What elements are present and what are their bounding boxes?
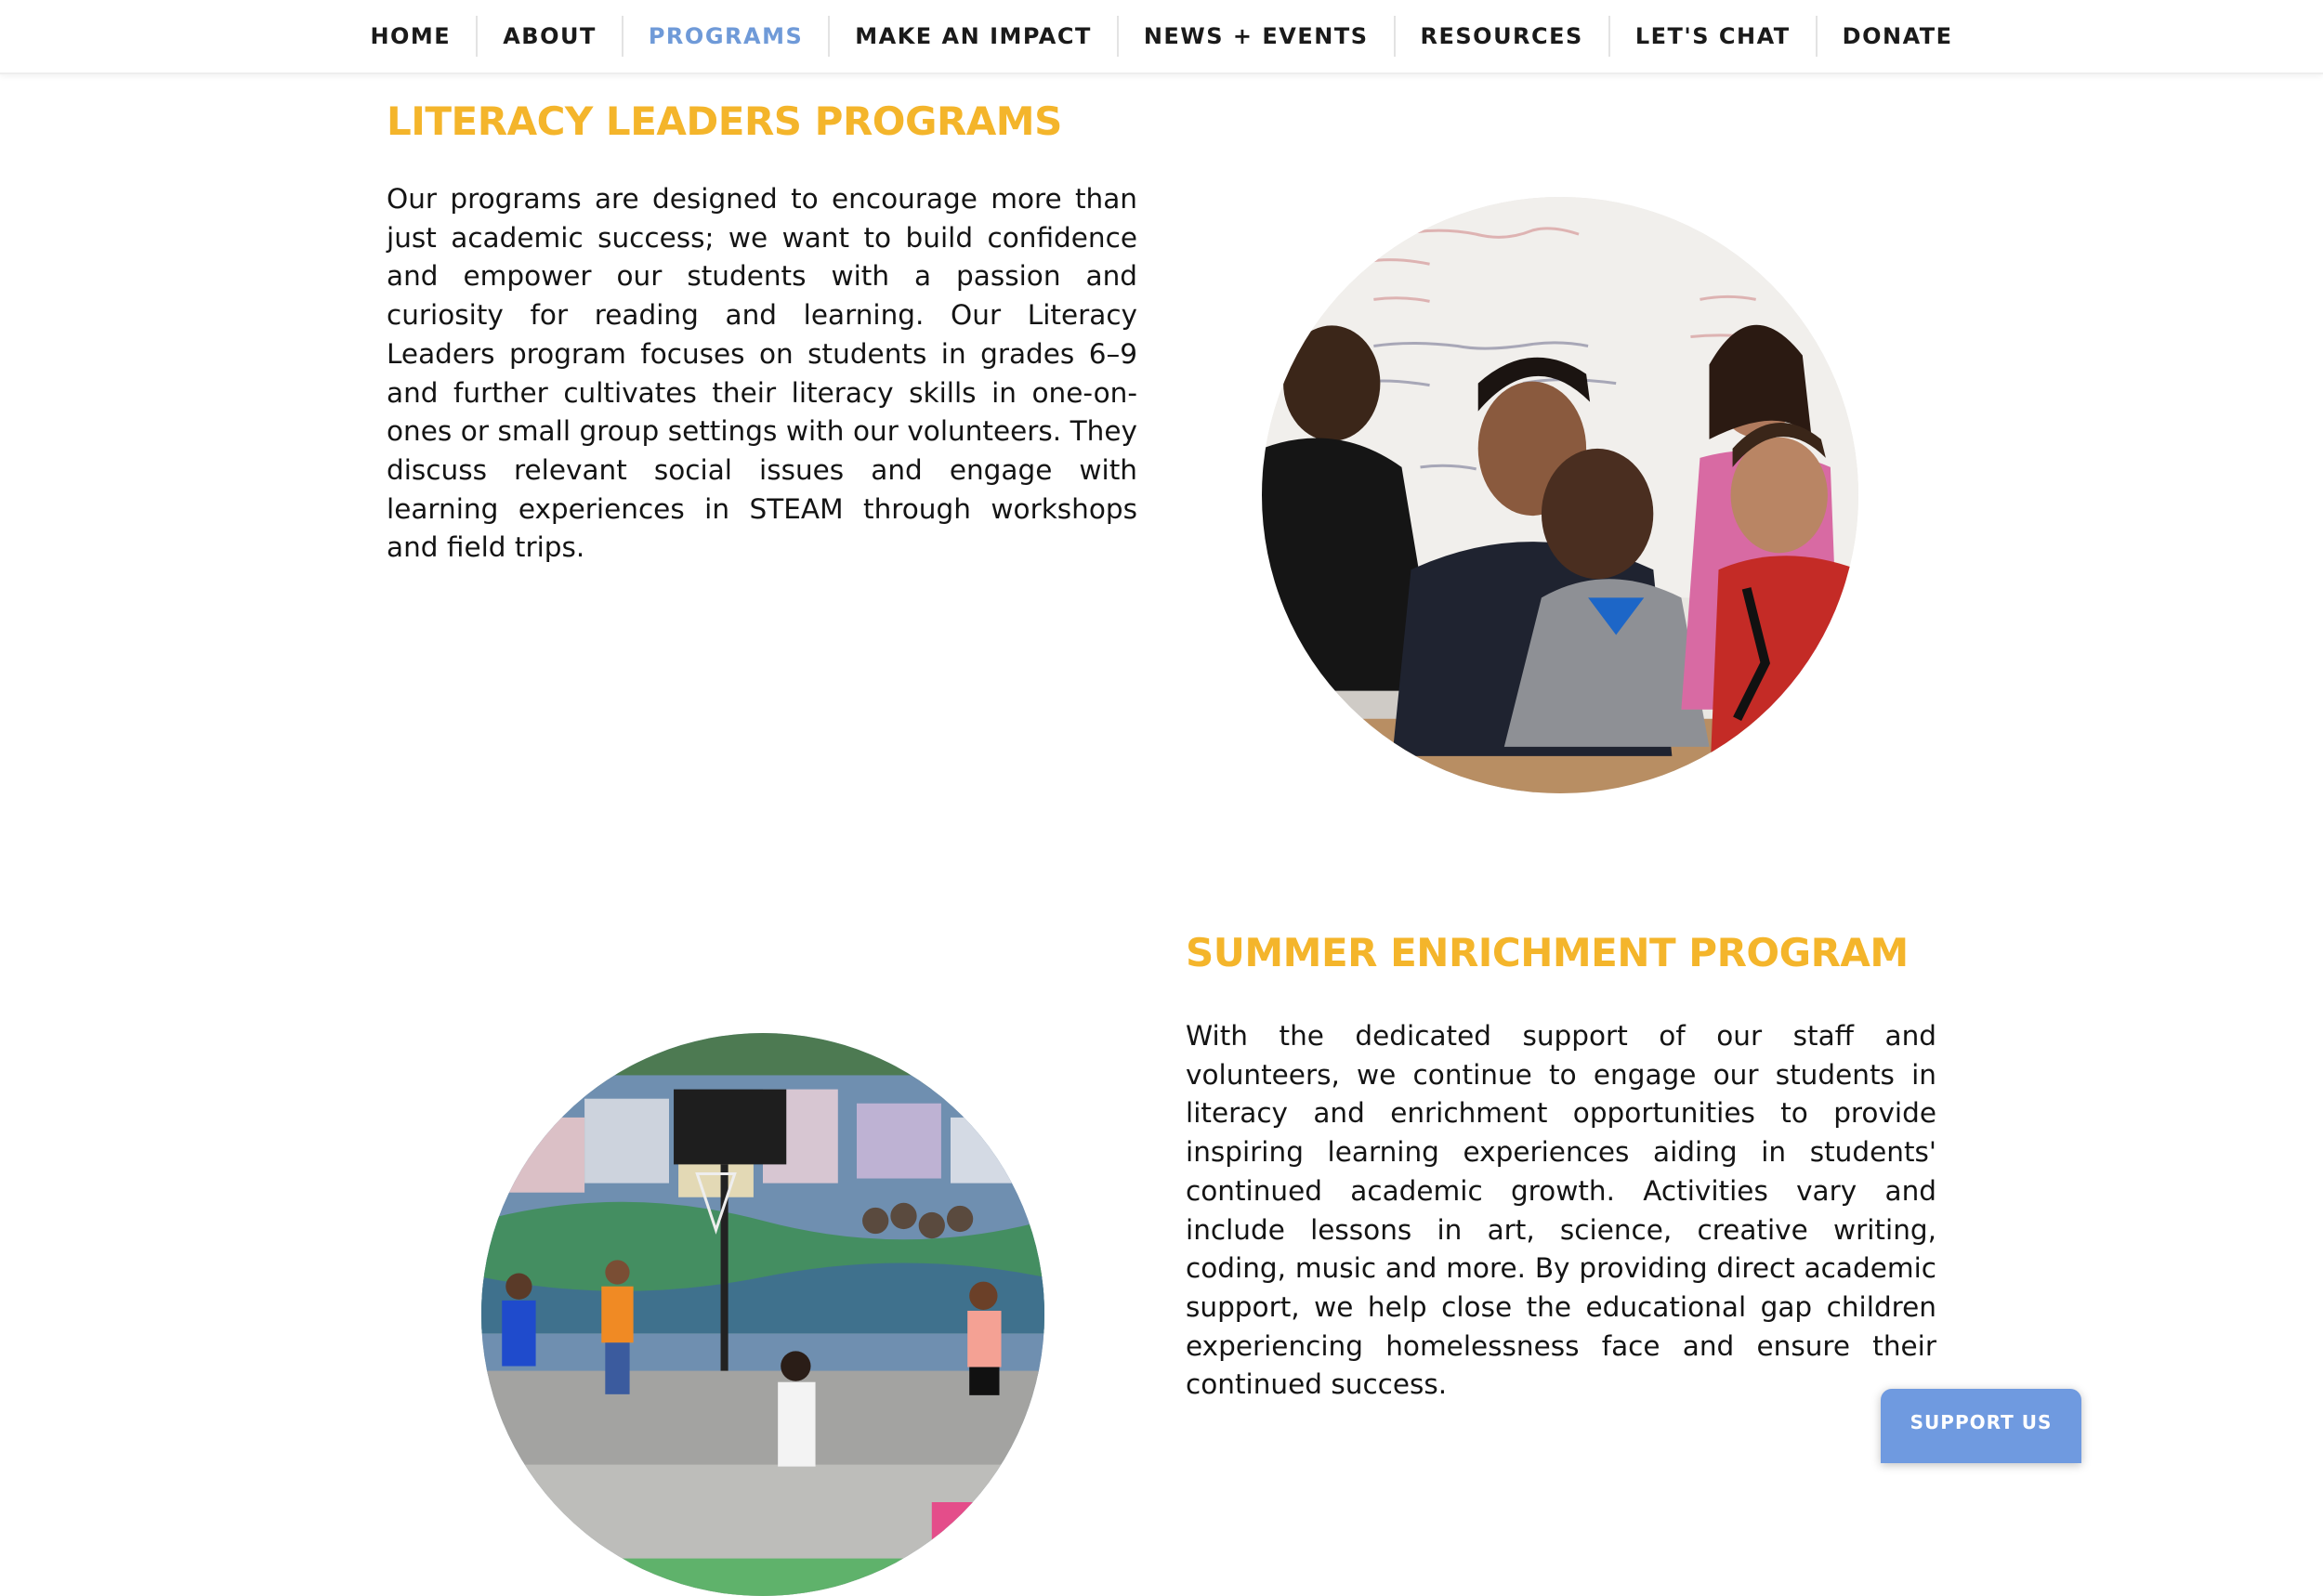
nav-item-news-events[interactable]: NEWS + EVENTS (1117, 16, 1394, 57)
nav-item-make-an-impact[interactable]: MAKE AN IMPACT (828, 16, 1117, 57)
support-us-button[interactable]: SUPPORT US (1881, 1389, 2081, 1463)
playground-mural-children-photo (481, 1033, 1044, 1596)
literacy-leaders-heading: LITERACY LEADERS PROGRAMS (387, 98, 1062, 144)
nav-menu (345, 16, 1977, 57)
nav-item-resources[interactable]: RESOURCES (1394, 16, 1608, 57)
nav-item-lets-chat[interactable]: LET'S CHAT (1608, 16, 1816, 57)
nav-item-home[interactable]: HOME (370, 23, 452, 49)
summer-enrichment-heading: SUMMER ENRICHMENT PROGRAM (1186, 930, 1909, 975)
nav-item-donate[interactable]: DONATE (1816, 16, 1978, 57)
nav-item-about[interactable]: ABOUT (476, 16, 622, 57)
top-navigation (0, 0, 2323, 74)
literacy-leaders-description: Our programs are designed to encourage more than just academic success; we want to build confidence and empower our students with a passion and curiosity for reading and learning. Our Literacy Leaders program focuses on students in grades 6–9 and further cultivates their literacy skills in one-on-ones or small group settings with our volunteers. They discuss relevant social issues and engage with learning experiences in STEAM through workshops and field trips. (387, 183, 1137, 564)
nav-item-programs[interactable]: PROGRAMS (622, 16, 828, 57)
summer-enrichment-description: With the dedicated support of our staff and volunteers, we continue to engage our students in literacy and enrichment opportunities to provide inspiring learning experiences aiding in students' continued academic growth. Activities vary and include lessons in art, science, creative writing, coding, music and more. By providing direct academic support, we help close the educational gap children experiencing homelessness face and ensure their continued success. (1186, 1020, 1936, 1401)
classroom-students-laptop-photo (1262, 197, 1858, 793)
